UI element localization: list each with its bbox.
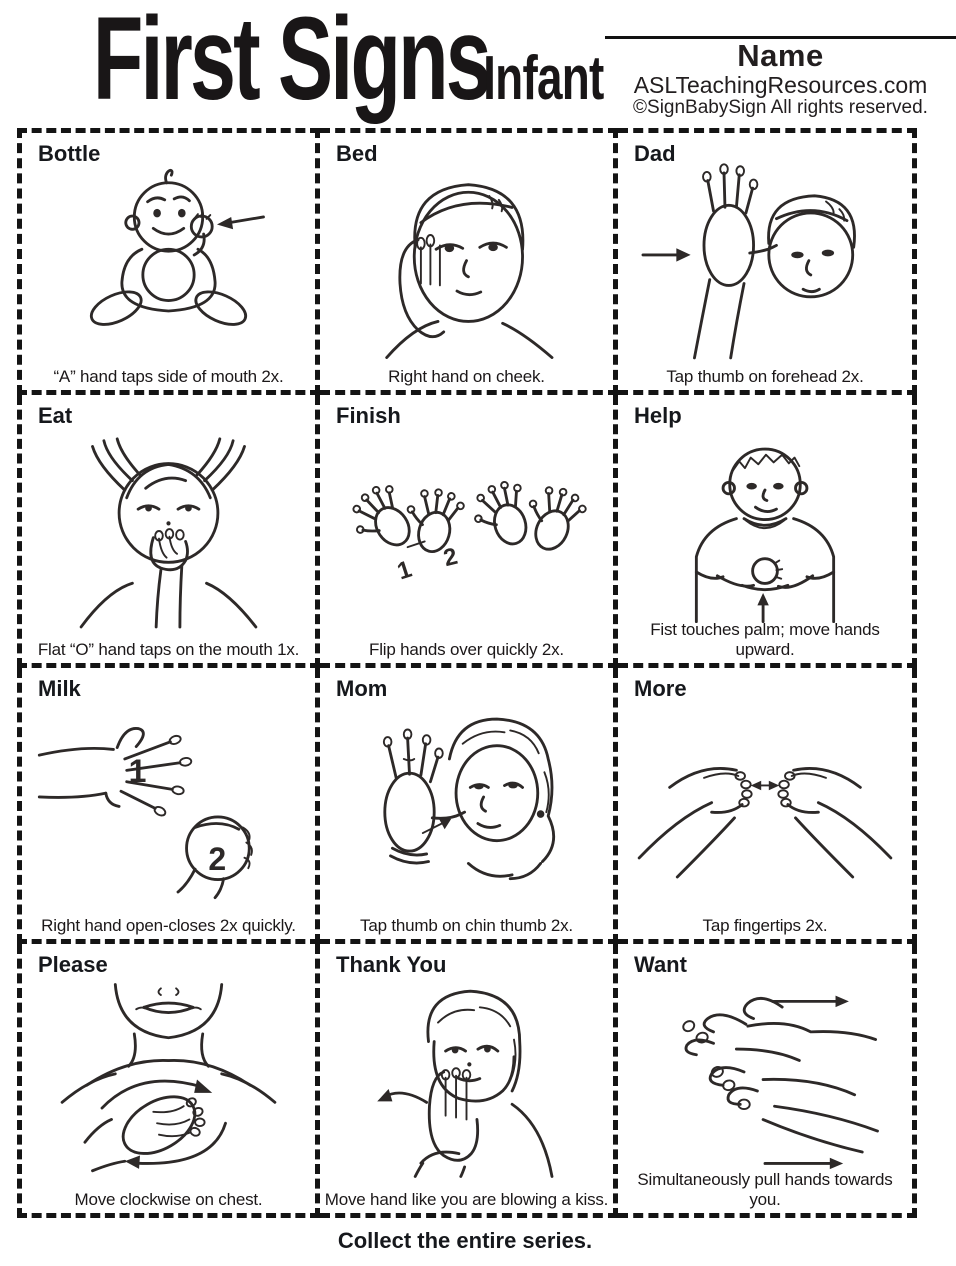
- card-eat: [17, 395, 320, 668]
- card-title: Mom: [336, 676, 388, 701]
- card-help: [618, 395, 917, 668]
- card-title: Thank You: [336, 952, 447, 977]
- header: [0, 0, 956, 127]
- title-row: [8, 0, 625, 125]
- card-more: [618, 668, 917, 944]
- bed-sign-illustration: [324, 161, 609, 366]
- card-caption: Simultaneously pull hands towards you.: [637, 1170, 893, 1209]
- card-thank-you: [320, 944, 618, 1218]
- step-number-1: 1: [394, 555, 416, 586]
- card-caption: Move clockwise on chest.: [74, 1190, 263, 1209]
- website-text: ASLTeachingResources.com: [633, 71, 928, 98]
- card-title: Bed: [336, 141, 378, 166]
- card-finish: [320, 395, 618, 668]
- open-close-hand-drawing: [26, 696, 311, 915]
- card-title: Finish: [336, 403, 401, 428]
- card-want: [618, 944, 917, 1218]
- motion-arrow-icon: [643, 248, 691, 261]
- card-caption: Tap thumb on forehead 2x.: [666, 367, 864, 386]
- sign-card-grid: [17, 128, 917, 1218]
- step-number-2: 2: [208, 840, 227, 877]
- card-mom: [320, 668, 618, 944]
- finish-sign-illustration: [324, 423, 609, 639]
- baby-bottle-sign-drawing: [26, 161, 311, 366]
- motion-arrow-icon: [423, 819, 452, 833]
- card-title: Want: [634, 952, 687, 977]
- card-caption: Right hand open-closes 2x quickly.: [41, 916, 296, 935]
- step-number-2: 2: [440, 542, 460, 573]
- card-bed: [320, 128, 618, 395]
- card-milk: [17, 668, 320, 944]
- card-caption: Right hand on cheek.: [388, 367, 545, 386]
- card-dad: [618, 128, 917, 395]
- name-block: [605, 36, 956, 119]
- milk-sign-illustration: [26, 696, 311, 915]
- dad-sign-illustration: [622, 161, 908, 366]
- card-caption: Move hand like you are blowing a kiss.: [324, 1190, 609, 1209]
- page-title: First Signs: [92, 0, 489, 125]
- bottle-sign-illustration: [26, 161, 311, 366]
- name-label: Name: [737, 38, 824, 73]
- card-title: Please: [38, 952, 108, 977]
- motion-arrow-icon: [217, 217, 264, 229]
- card-caption: Tap fingertips 2x.: [702, 916, 828, 935]
- open-hand-forehead-drawing: [622, 161, 908, 366]
- fingertips-together-drawing: [622, 696, 908, 915]
- page-subtitle: Infant: [482, 44, 604, 113]
- eat-sign-illustration: [26, 423, 311, 639]
- card-title: Help: [634, 403, 682, 428]
- card-caption: Flat “O” hand taps on the mouth 1x.: [37, 640, 300, 659]
- motion-arrow-icon: [377, 1089, 426, 1102]
- footer-text: Collect the entire series.: [337, 1228, 593, 1253]
- hand-circle-chest-drawing: [26, 972, 311, 1189]
- please-sign-illustration: [26, 972, 311, 1189]
- flip-hands-drawing: [324, 423, 609, 639]
- motion-arrow-icon: [765, 1158, 843, 1169]
- pull-hands-drawing: [622, 972, 908, 1189]
- card-caption: “A” hand taps side of mouth 2x.: [53, 367, 284, 386]
- card-caption: Tap thumb on chin thumb 2x.: [360, 916, 573, 935]
- thank-you-sign-illustration: [324, 972, 609, 1189]
- fist-on-palm-drawing: [622, 423, 908, 639]
- card-caption: Flip hands over quickly 2x.: [369, 640, 564, 659]
- card-title: Dad: [634, 141, 676, 166]
- blow-kiss-hand-drawing: [324, 972, 609, 1189]
- double-arrow-icon: [751, 781, 780, 791]
- hand-on-cheek-drawing: [324, 161, 609, 366]
- card-caption: Fist touches palm; move hands upward.: [650, 620, 880, 659]
- step-number-1: 1: [128, 752, 147, 789]
- motion-arrow-icon: [773, 996, 849, 1007]
- motion-arrow-icon: [757, 593, 768, 622]
- mom-sign-illustration: [324, 696, 609, 915]
- copyright-text: ©SignBabySign All rights reserved.: [633, 96, 928, 118]
- thumb-on-chin-drawing: [324, 696, 609, 915]
- want-sign-illustration: [622, 972, 908, 1189]
- card-title: Milk: [38, 676, 81, 701]
- card-bottle: [17, 128, 320, 395]
- more-sign-illustration: [622, 696, 908, 915]
- card-title: Bottle: [38, 141, 101, 166]
- card-title: Eat: [38, 403, 73, 428]
- help-sign-illustration: [622, 423, 908, 639]
- girl-hand-to-mouth-drawing: [26, 423, 311, 639]
- card-please: [17, 944, 320, 1218]
- card-title: More: [634, 676, 687, 701]
